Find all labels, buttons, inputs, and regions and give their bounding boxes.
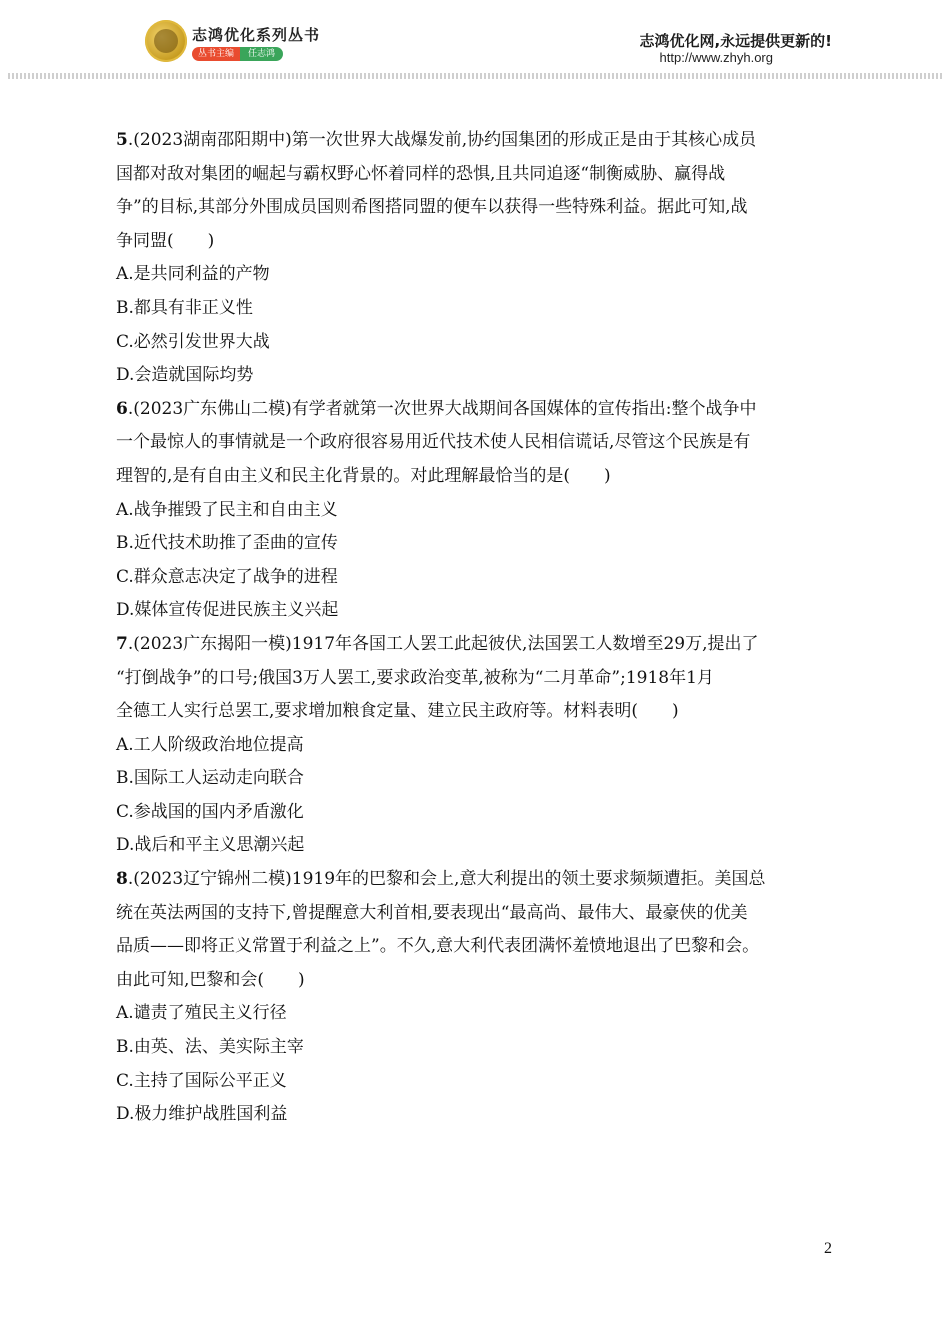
question-number: 5 [116,130,128,150]
option-c: C.必然引发世界大战 [116,331,270,352]
question-number: 6 [116,398,128,419]
question-5 [116,124,846,393]
option-a: A.是共同利益的产物 [116,264,270,285]
option-b: B.由英、法、美实际主宰 [116,1037,304,1058]
question-stem-line: 全德工人实行总罢工,要求增加粮食定量、建立民主政府等。材料表明( ) [116,701,679,722]
question-stem-line: 由此可知,巴黎和会( ) [116,969,305,990]
publisher-logo-icon [145,20,187,62]
question-stem-line: 8.(2023辽宁锦州二模)1919年的巴黎和会上,意大利提出的领土要求频频遭拒。美国总 [116,869,766,890]
option-d: D.战后和平主义思潮兴起 [116,835,305,856]
editor-name: 任志鸿 [240,47,283,61]
option-a: A.工人阶级政治地位提高 [116,734,304,755]
header-slogan: 志鸿优化网,永远提供更新的! [639,32,832,50]
page-number: 2 [824,1240,832,1257]
question-stem-line: 7.(2023广东揭阳一模)1917年各国工人罢工此起彼伏,法国罢工人数增至29万,提出了 [116,633,759,654]
question-stem-line: 6.(2023广东佛山二模)有学者就第一次世界大战期间各国媒体的宣传指出:整个战争中 [116,398,757,419]
option-c: C.群众意志决定了战争的进程 [116,566,338,587]
editor-badge [192,47,283,61]
option-b: B.国际工人运动走向联合 [116,768,304,789]
option-c: C.主持了国际公平正义 [116,1070,287,1091]
question-6 [116,393,846,628]
question-8 [116,863,846,1132]
editor-label: 丛书主编 [192,47,240,61]
question-stem-line: 争同盟( ) [116,230,215,251]
question-stem-line: 一个最惊人的事情就是一个政府很容易用近代技术使人民相信谎话,尽管这个民族是有 [116,432,751,453]
option-d: D.极力维护战胜国利益 [116,1104,288,1125]
question-stem-line: 统在英法两国的支持下,曾提醒意大利首相,要表现出“最高尚、最伟大、最豪侠的优美 [116,902,748,923]
option-b: B.近代技术助推了歪曲的宣传 [116,533,338,554]
question-number: 7 [116,633,128,654]
question-7 [116,628,846,863]
option-a: A.谴责了殖民主义行径 [116,1003,287,1024]
question-stem-line: 品质——即将正义常置于利益之上”。不久,意大利代表团满怀羞愤地退出了巴黎和会。 [116,936,760,957]
option-a: A.战争摧毁了民主和自由主义 [116,499,338,520]
question-number: 8 [116,869,128,890]
page-header [0,0,950,82]
header-url[interactable]: http://www.zhyh.org [659,50,773,65]
option-d: D.媒体宣传促进民族主义兴起 [116,600,339,621]
question-stem-line: 理智的,是有自由主义和民主化背景的。对此理解最恰当的是( ) [116,465,611,486]
question-stem-line: 国都对敌对集团的崛起与霸权野心怀着同样的恐惧,且共同追逐“制衡威胁、赢得战 [116,163,726,184]
question-stem-line: 争”的目标,其部分外围成员国则希图搭同盟的便车以获得一些特殊利益。据此可知,战 [116,197,748,218]
header-divider [8,73,942,79]
series-title: 志鸿优化系列丛书 [192,26,321,44]
question-stem-line: “打倒战争”的口号;俄国3万人罢工,要求政治变革,被称为“二月革命”;1918年1月 [116,667,714,688]
option-c: C.参战国的国内矛盾激化 [116,801,304,822]
option-d: D.会造就国际均势 [116,365,254,386]
question-stem-line: 5.(2023湖南邵阳期中)第一次世界大战爆发前,协约国集团的形成正是由于其核心成员 [116,130,757,150]
option-b: B.都具有非正义性 [116,297,253,318]
question-list [116,124,846,1132]
